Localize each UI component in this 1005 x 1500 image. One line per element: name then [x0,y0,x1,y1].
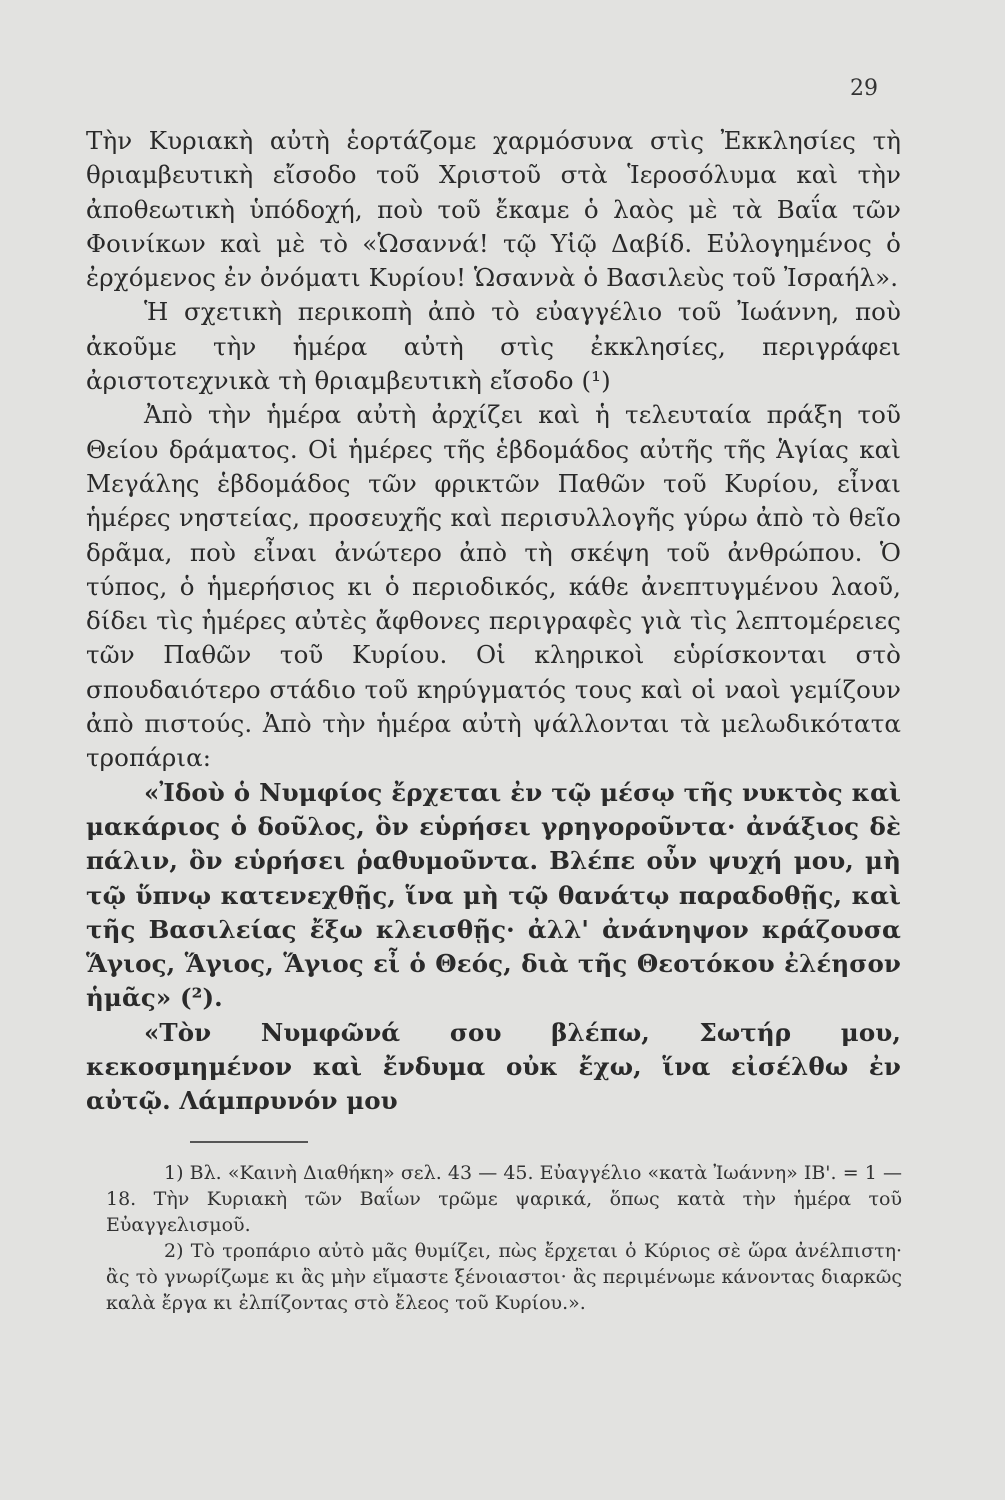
paragraph-holy-week: Ἀπὸ τὴν ἡμέρα αὐτὴ ἀρχίζει καὶ ἡ τελευταία πράξη τοῦ Θείου δράματος. Οἱ ἡμέρες τῆς ἑβδομάδος αὐτῆς τῆς Ἁγίας καὶ Μεγάλης ἑβδομάδος τῶν φρικτῶν Παθῶν τοῦ Κυρίου, εἶναι ἡμέρες νηστείας, προσευχῆς καὶ περισυλλογῆς γύρω ἀπὸ τὸ θεῖο δρᾶμα, ποὺ εἶναι ἀνώτερο ἀπὸ τὴ σκέψη τοῦ ἀνθρώπου. Ὁ τύπος, ὁ ἡμερήσιος κι ὁ περιοδικός, κάθε ἀνεπτυγμένου λαοῦ, δίδει τὶς ἡμέρες αὐτὲς ἄφθονες περιγραφὲς γιὰ τὶς λεπτομέρειες τῶν Παθῶν τοῦ Κυρίου. Οἱ κληρικοὶ εὑρίσκονται στὸ σπουδαιότερο στάδιο τοῦ κηρύγματός τους καὶ οἱ ναοὶ γεμίζουν ἀπὸ πιστούς. Ἀπὸ τὴν ἡμέρα αὐτὴ ψάλλονται τὰ μελωδικότατα τροπάρια: [86,400,901,773]
paragraph-palm-sunday: Τὴν Κυριακὴ αὐτὴ ἑορτάζομε χαρμόσυνα στὶς Ἐκκλησίες τὴ θριαμβευτικὴ εἴσοδο τοῦ Χριστοῦ στὰ Ἱεροσόλυμα καὶ τὴν ἀποθεωτικὴ ὑπόδοχή, ποὺ τοῦ ἔκαμε ὁ λαὸς μὲ τὰ Βαΐα τῶν Φοινίκων καὶ μὲ τὸ «Ὡσαννά! τῷ Υἱῷ Δαβίδ. Εὐλογημένος ὁ ἐρχόμενος ἐν ὀνόματι Κυρίου! Ὡσαννὰ ὁ Βασιλεὺς τοῦ Ἰσραήλ». [86,126,901,293]
paragraph-troparion-bridegroom: «Ἰδοὺ ὁ Νυμφίος ἔρχεται ἐν τῷ μέσῳ τῆς νυκτὸς καὶ μακάριος ὁ δοῦλος, ὃν εὑρήσει γρηγοροῦντα· ἀνάξιος δὲ πάλιν, ὃν εὑρήσει ῥαθυμοῦντα. Βλέπε οὖν ψυχή μου, μὴ τῷ ὕπνῳ κατενεχθῇς, ἵνα μὴ τῷ θανάτῳ παραδοθῇς, καὶ τῆς Βασιλείας ἔξω κλεισθῇς· ἀλλ' ἀνάνηψον κράζουσα Ἅγιος, Ἅγιος, Ἅγιος εἶ ὁ Θεός, διὰ τῆς Θεοτόκου ἐλέησον ἡμᾶς» (²). [86,777,901,1013]
main-text [86,124,901,1119]
footnote-1: 1) Βλ. «Καινὴ Διαθήκη» σελ. 43 — 45. Εὐαγγέλιο «κατὰ Ἰωάννη» ΙΒ'. = 1 — 18. Τὴν Κυριακὴ τῶν Βαΐων τρῶμε ψαρικά, ὅπως κατὰ τὴν ἡμέρα τοῦ Εὐαγγελισμοῦ. [106,1162,902,1236]
page-number: 29 [850,76,878,101]
footnote-2: 2) Τὸ τροπάριο αὐτὸ μᾶς θυμίζει, πὼς ἔρχεται ὁ Κύριος σὲ ὥρα ἀνέλπιστη· ἂς τὸ γνωρίζωμε κι ἂς μὴν εἴμαστε ξένοιαστοι· ἂς περιμένωμε κάνοντας διαρκῶς καλὰ ἔργα κι ἐλπίζοντας στὸ ἔλεος τοῦ Κυρίου.». [106,1240,902,1314]
footnotes [106,1160,902,1316]
paragraph-gospel-reading: Ἡ σχετικὴ περικοπὴ ἀπὸ τὸ εὐαγγέλιο τοῦ Ἰωάννη, ποὺ ἀκοῦμε τὴν ἡμέρα αὐτὴ στὶς ἐκκλησίες, περιγράφει ἀριστοτεχνικὰ τὴ θριαμβευτικὴ εἴσοδο (¹) [86,297,901,396]
paragraph-troparion-bridal-chamber: «Τὸν Νυμφῶνά σου βλέπω, Σωτήρ μου, κεκοσμημένον καὶ ἔνδυμα οὐκ ἔχω, ἵνα εἰσέλθω ἐν αὐτῷ. Λάμπρυνόν μου [86,1017,901,1116]
footnote-divider [190,1141,308,1143]
